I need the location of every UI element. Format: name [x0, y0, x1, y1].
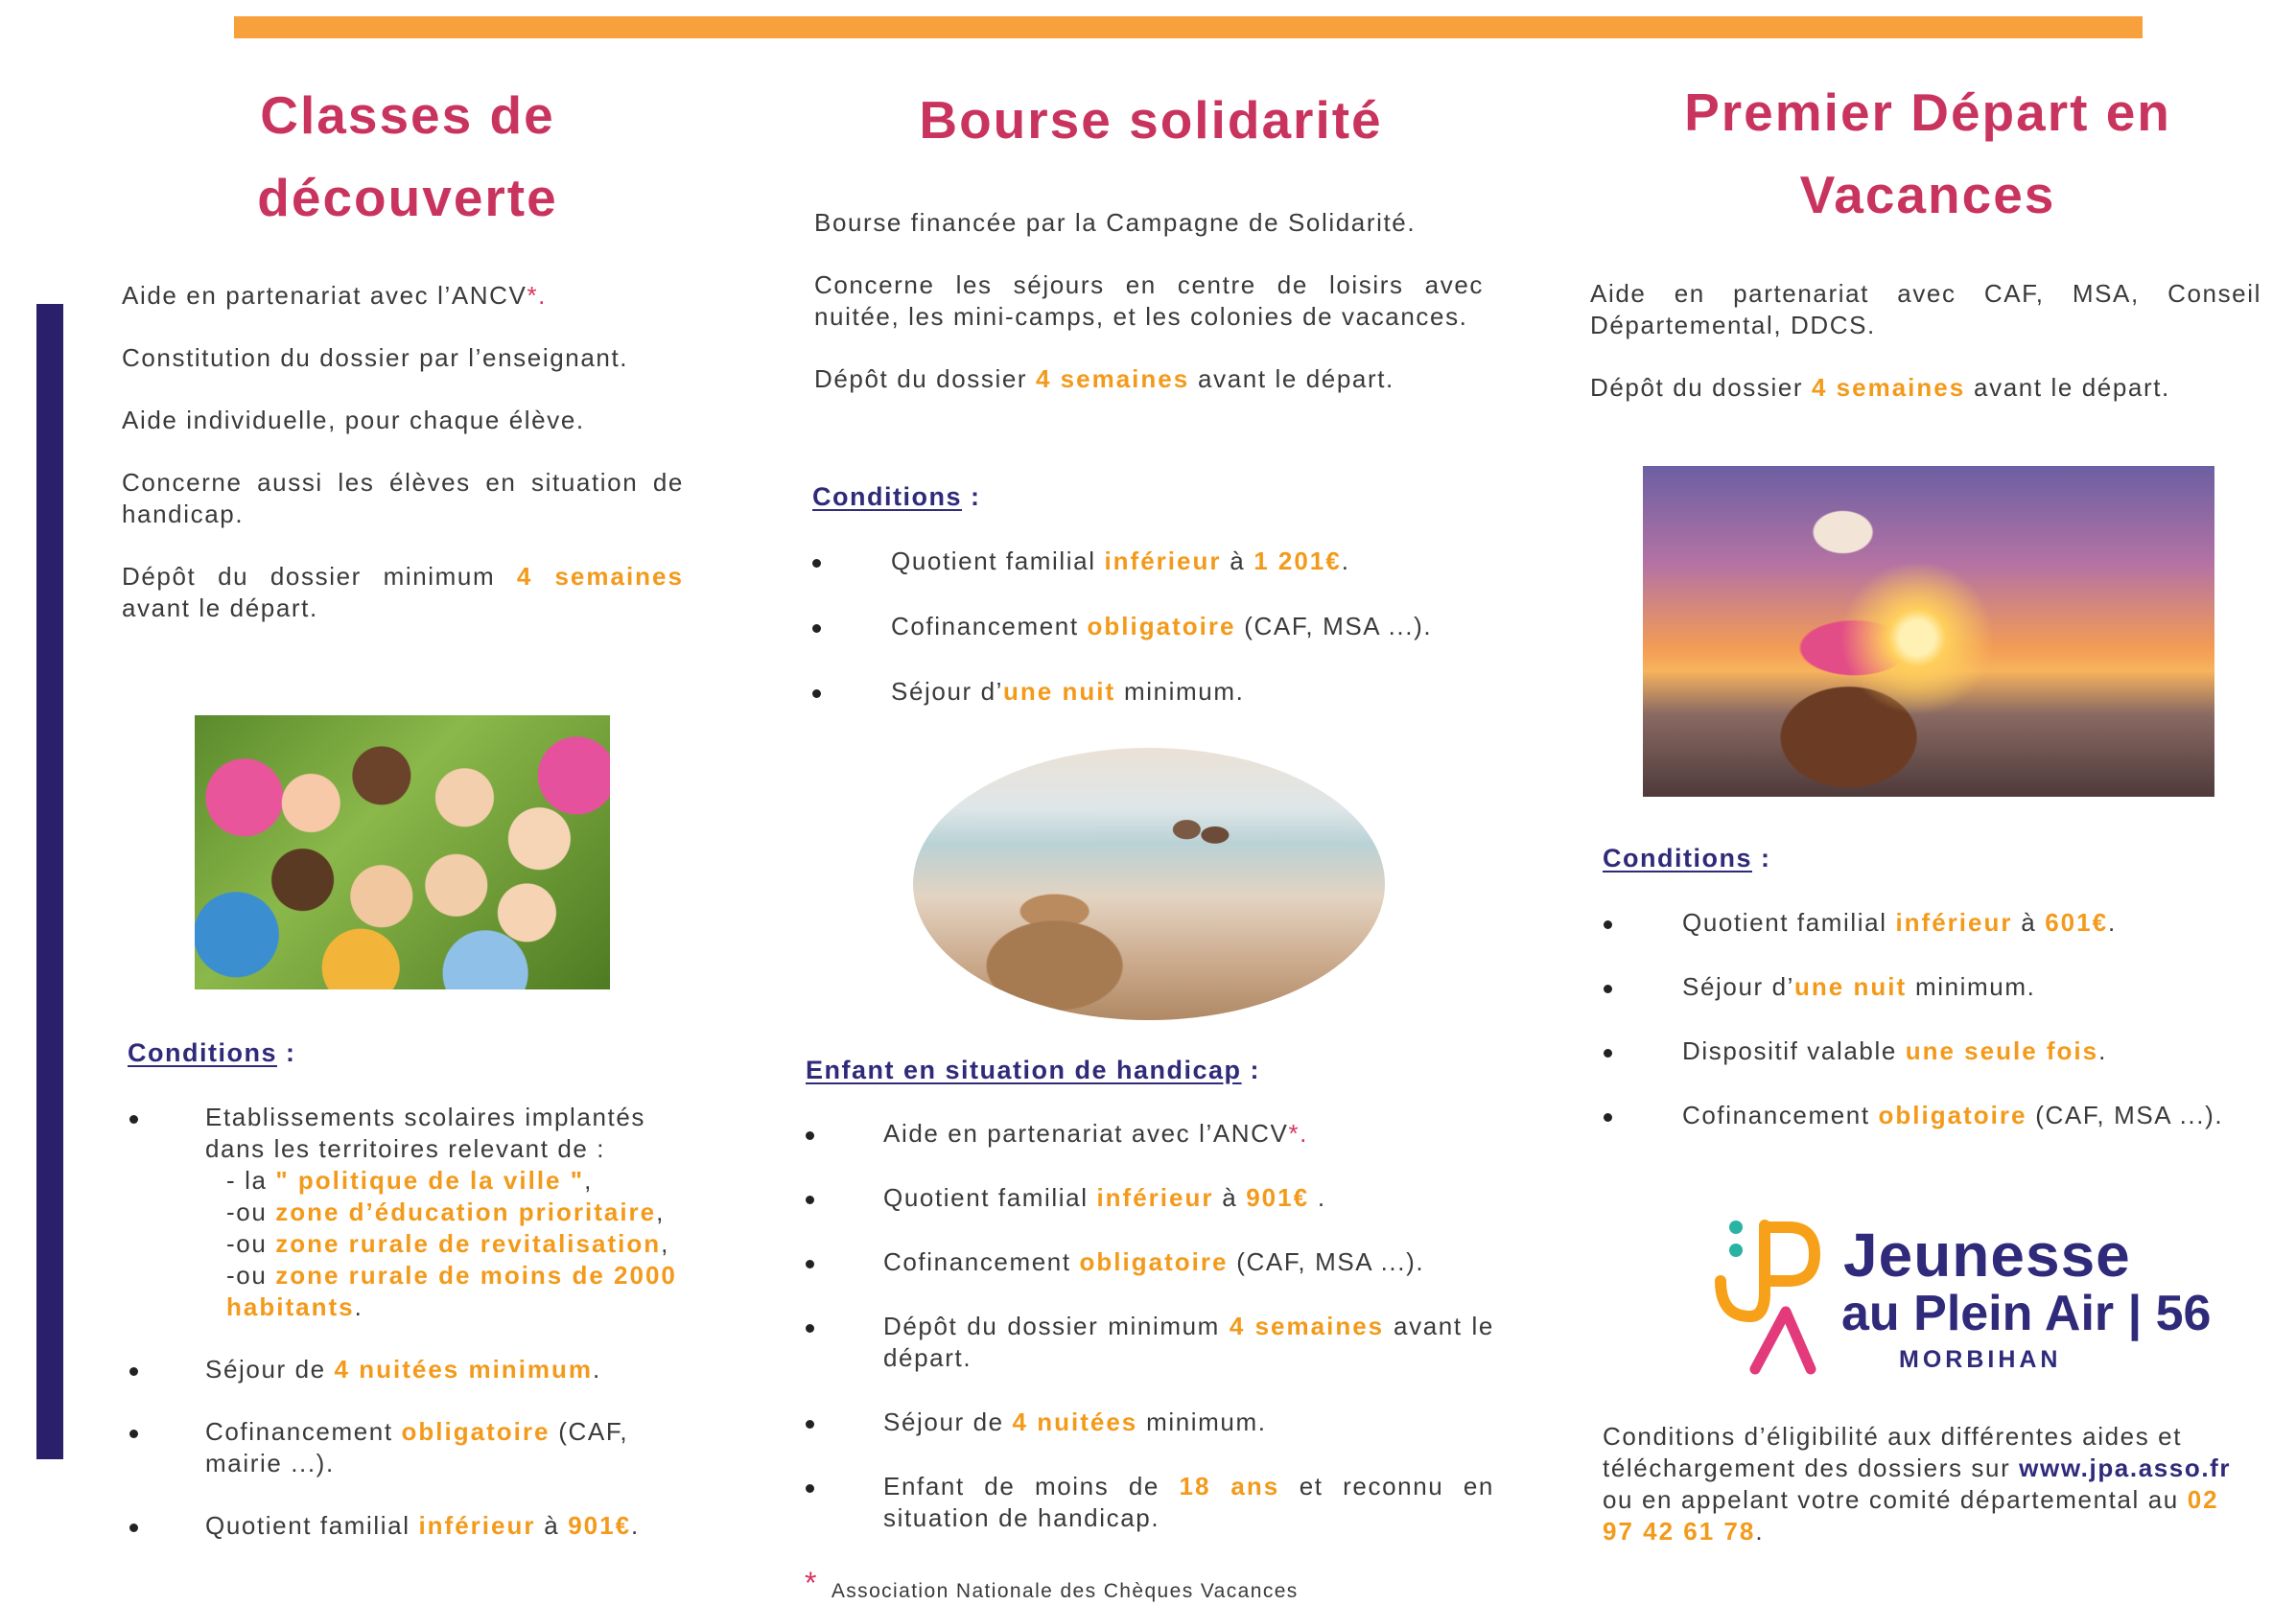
col3-title-line1: Premier Départ en [1684, 82, 2171, 142]
col1-p1: Aide en partenariat avec l’ANCV*. [122, 281, 548, 310]
col1-p5: Dépôt du dossier minimum 4 semaines avant le départ. [122, 562, 684, 622]
jpa-website-link[interactable]: www.jpa.asso.fr [2019, 1454, 2232, 1482]
list-item: Cofinancement obligatoire (CAF, MSA ...). [810, 611, 1482, 642]
jpa-logo [1707, 1216, 2212, 1379]
list-item: Séjour de 4 nuitées minimum. [804, 1407, 1494, 1438]
logo-au-plein-air: au Plein Air | 56 [1841, 1286, 2212, 1341]
beach-sandcastle-photo [913, 748, 1385, 1020]
logo-jeunesse: Jeunesse [1843, 1221, 2131, 1290]
children-photo [195, 715, 610, 989]
col1-title-line1: Classes de [260, 85, 555, 145]
col2-handicap-list [804, 1118, 1494, 1534]
col3-title-line2: Vacances [1799, 165, 2056, 224]
footnote: * Association Nationale des Chèques Vacances [805, 1566, 1299, 1602]
col3-contact: Conditions d’éligibilité aux différentes aides et téléchargement des dossiers sur www.jpa.asso.fr ou en appelant votre comité départemental au 02 97 42 61 78. [1603, 1422, 2232, 1546]
list-item: Dépôt du dossier minimum 4 semaines avant le départ. [804, 1311, 1494, 1374]
col3-p1: Aide en partenariat avec CAF, MSA, Conseil Départemental, DDCS. [1590, 279, 2261, 339]
list-item: Quotient familial inférieur à 601€. [1602, 907, 2273, 939]
col3-conditions-heading: Conditions : [1603, 844, 1771, 872]
list-item: Séjour d’une nuit minimum. [810, 676, 1482, 708]
col2-intro [814, 207, 1484, 426]
list-item: Cofinancement obligatoire (CAF, mairie ...). [128, 1416, 693, 1479]
col1-conditions-list [128, 1102, 693, 1542]
col3-conditions-list [1602, 907, 2273, 1131]
col2-p2: Concerne les séjours en centre de loisirs avec nuitée, les mini-camps, et les colonies de vacances. [814, 270, 1484, 331]
col1-p3: Aide individuelle, pour chaque élève. [122, 406, 585, 434]
left-accent-bar [36, 304, 63, 1459]
col1-title [192, 74, 623, 239]
top-accent-bar [234, 16, 2143, 38]
list-item: Enfant de moins de 18 ans et reconnu en situation de handicap. [804, 1471, 1494, 1534]
list-item: Cofinancement obligatoire (CAF, MSA ...). [1602, 1100, 2273, 1131]
list-item: Séjour de 4 nuitées minimum. [128, 1354, 693, 1385]
col3-p2: Dépôt du dossier 4 semaines avant le départ. [1590, 373, 2170, 402]
list-item: Cofinancement obligatoire (CAF, MSA ...). [804, 1246, 1494, 1278]
list-item: Quotient familial inférieur à 1 201€. [810, 546, 1482, 577]
col1-p4: Concerne aussi les élèves en situation de handicap. [122, 468, 684, 528]
col1-p2: Constitution du dossier par l’enseignant. [122, 343, 629, 372]
child-suitcase-sunset-photo [1643, 466, 2214, 797]
list-item: Etablissements scolaires implantés dans les territoires relevant de : - la " politique de la ville ", -ou zone d’éducation prioritaire, -ou zone rurale de revitalisation, -ou zone rurale de moins de 2000 habitants. [128, 1102, 693, 1323]
list-item: Aide en partenariat avec l’ANCV*. [804, 1118, 1494, 1150]
col2-handicap-heading: Enfant en situation de handicap : [806, 1056, 1261, 1084]
col3-title [1630, 71, 2225, 236]
col3-intro [1590, 278, 2261, 434]
list-item: Dispositif valable une seule fois. [1602, 1035, 2273, 1067]
col2-p1: Bourse financée par la Campagne de Solidarité. [814, 208, 1417, 237]
jpa-logo-mark-icon [1707, 1216, 1832, 1379]
phone-number: 02 97 42 61 78 [1603, 1485, 2219, 1546]
list-item: Quotient familial inférieur à 901€ . [804, 1182, 1494, 1214]
col2-title: Bourse solidarité [919, 90, 1383, 150]
col1-conditions-heading: Conditions : [128, 1038, 296, 1067]
list-item: Quotient familial inférieur à 901€. [128, 1510, 693, 1542]
col1-intro [122, 280, 684, 655]
logo-morbihan: MORBIHAN [1899, 1346, 2062, 1373]
col2-p3: Dépôt du dossier 4 semaines avant le départ. [814, 364, 1394, 393]
list-item: Séjour d’une nuit minimum. [1602, 971, 2273, 1003]
col2-conditions-heading: Conditions : [812, 482, 981, 511]
col2-conditions-list [810, 546, 1482, 708]
col1-title-line2: découverte [257, 168, 558, 227]
